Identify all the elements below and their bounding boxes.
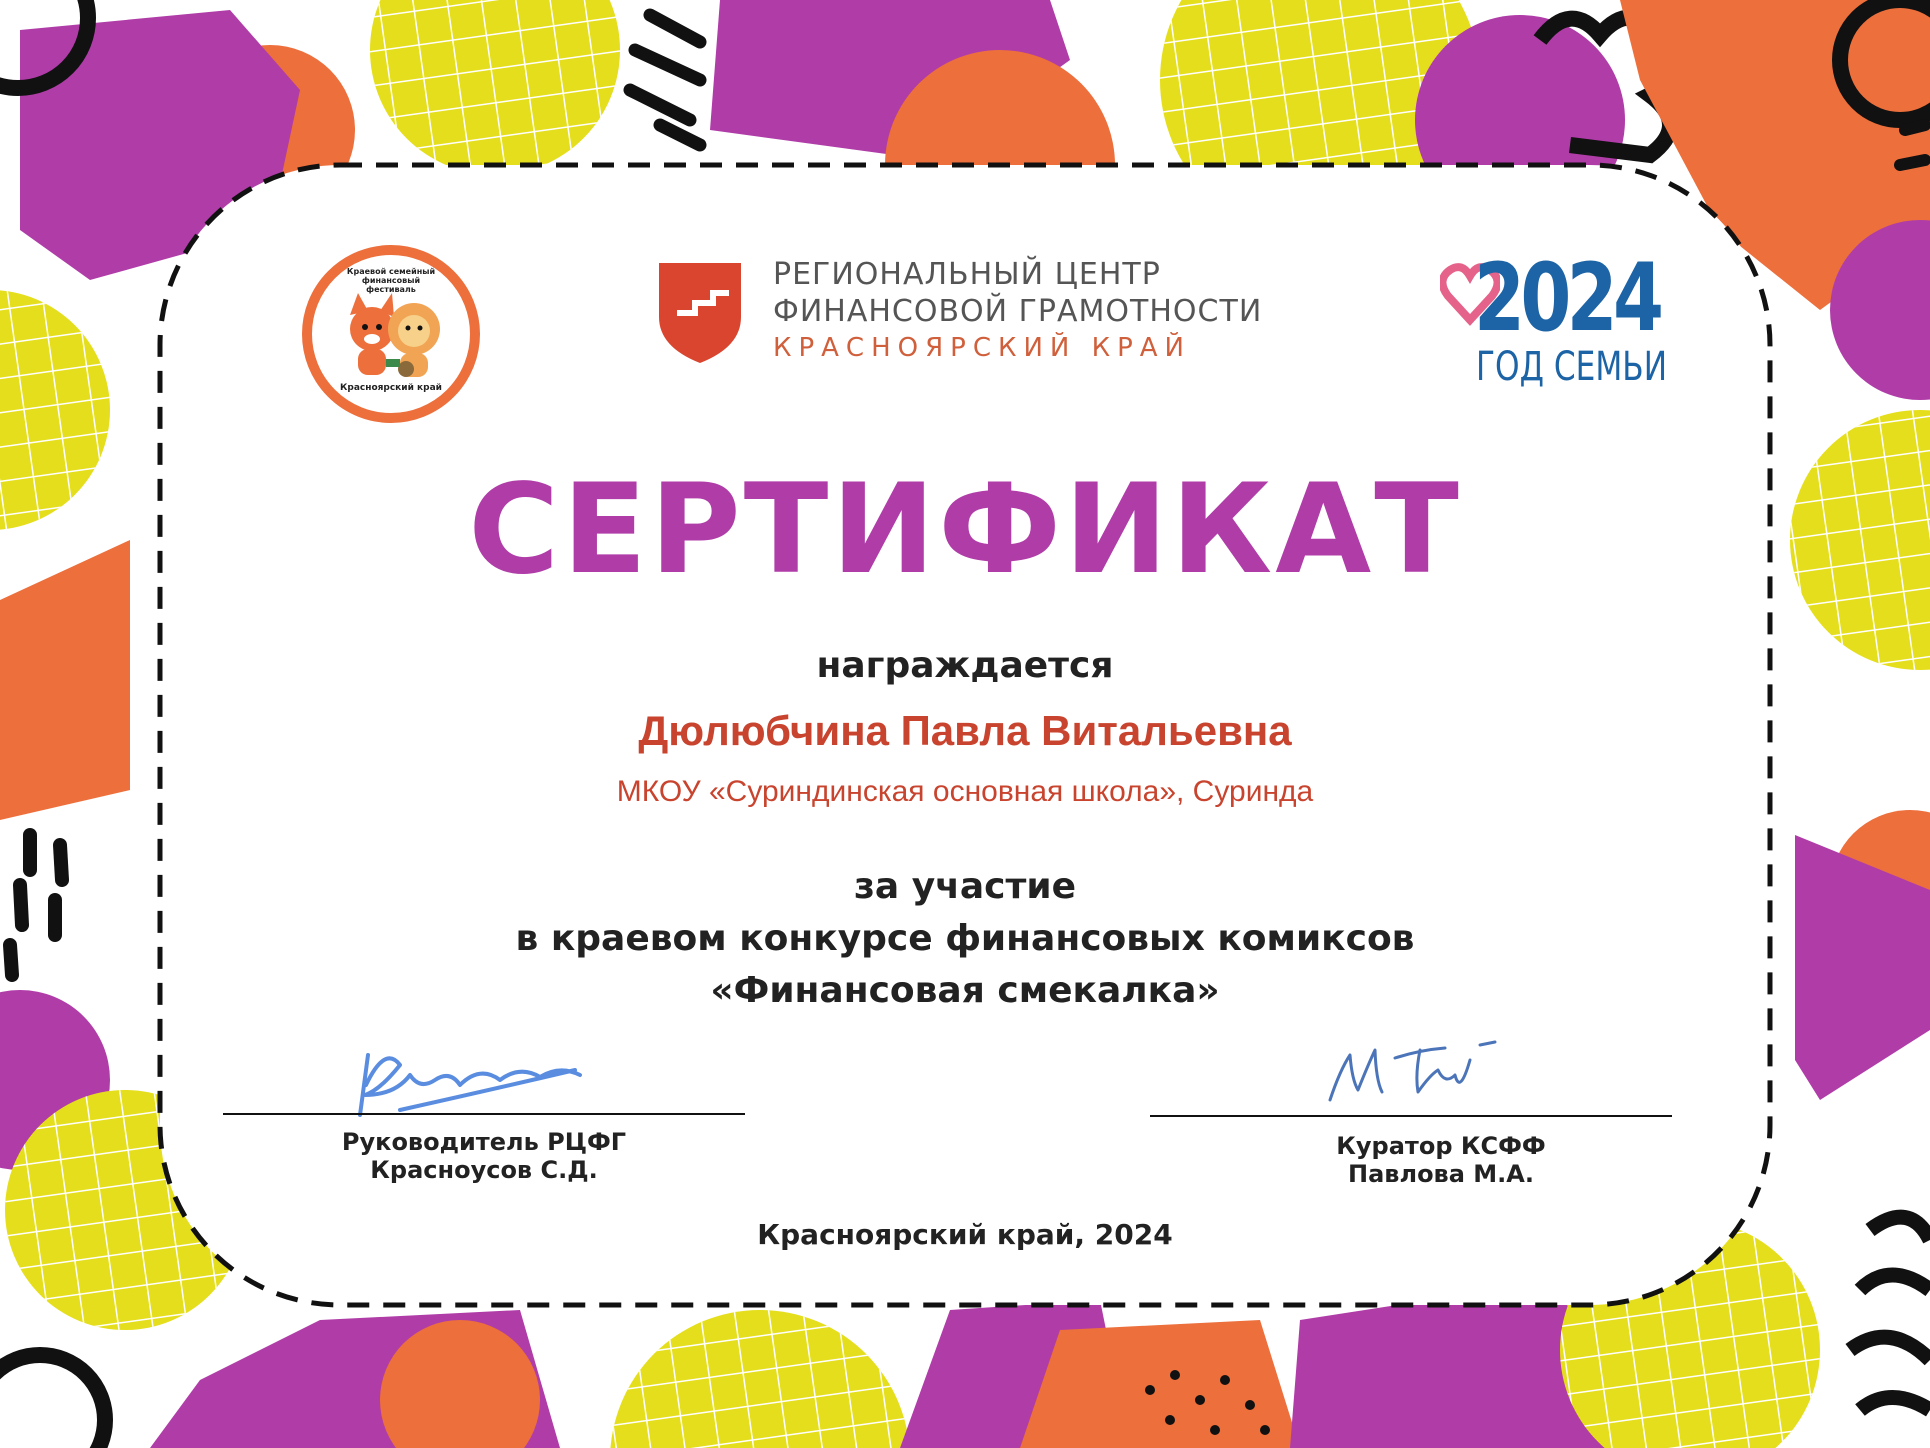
signature-line-right (1150, 1115, 1672, 1117)
signature-left-name: Красноусов С.Д. (370, 1156, 598, 1184)
reason-line-1: за участие (853, 866, 1077, 907)
regional-center-name-line1: РЕГИОНАЛЬНЫЙ ЦЕНТР (773, 257, 1161, 292)
certificate-title: СЕРТИФИКАТ (468, 458, 1462, 602)
shield-icon (655, 255, 745, 365)
recipient-name: Дюлюбчина Павла Витальевна (638, 707, 1292, 754)
festival-logo-text-top: Краевой семейный финансовый фестиваль (346, 267, 436, 294)
awarded-text: награждается (816, 645, 1114, 686)
year-of-family-logo (1440, 244, 1668, 395)
signature-right-name: Павлова М.А. (1348, 1160, 1534, 1188)
reason-line-3: «Финансовая смекалка» (710, 970, 1220, 1011)
signature-right-role: Куратор КСФФ (1336, 1132, 1546, 1160)
festival-logo (302, 245, 480, 423)
reason-line-2: в краевом конкурсе финансовых комиксов (515, 918, 1415, 959)
regional-center-logo (655, 255, 1295, 365)
signature-line-left (223, 1113, 745, 1115)
regional-center-region: КРАСНОЯРСКИЙ КРАЙ (773, 333, 1191, 363)
recipient-school: МКОУ «Суриндинская основная школа», Суринда (616, 775, 1314, 808)
signature-right (1320, 1020, 1510, 1110)
year-number: 2024 (1474, 244, 1660, 353)
year-caption: ГОД СЕМЬИ (1476, 344, 1668, 390)
signature-left (340, 1035, 600, 1135)
footer-place-year: Красноярский край, 2024 (757, 1218, 1173, 1251)
regional-center-name-line2: ФИНАНСОВОЙ ГРАМОТНОСТИ (773, 294, 1263, 329)
festival-logo-text-bottom: Красноярский край (340, 383, 442, 393)
signature-left-role: Руководитель РЦФГ (341, 1128, 627, 1156)
